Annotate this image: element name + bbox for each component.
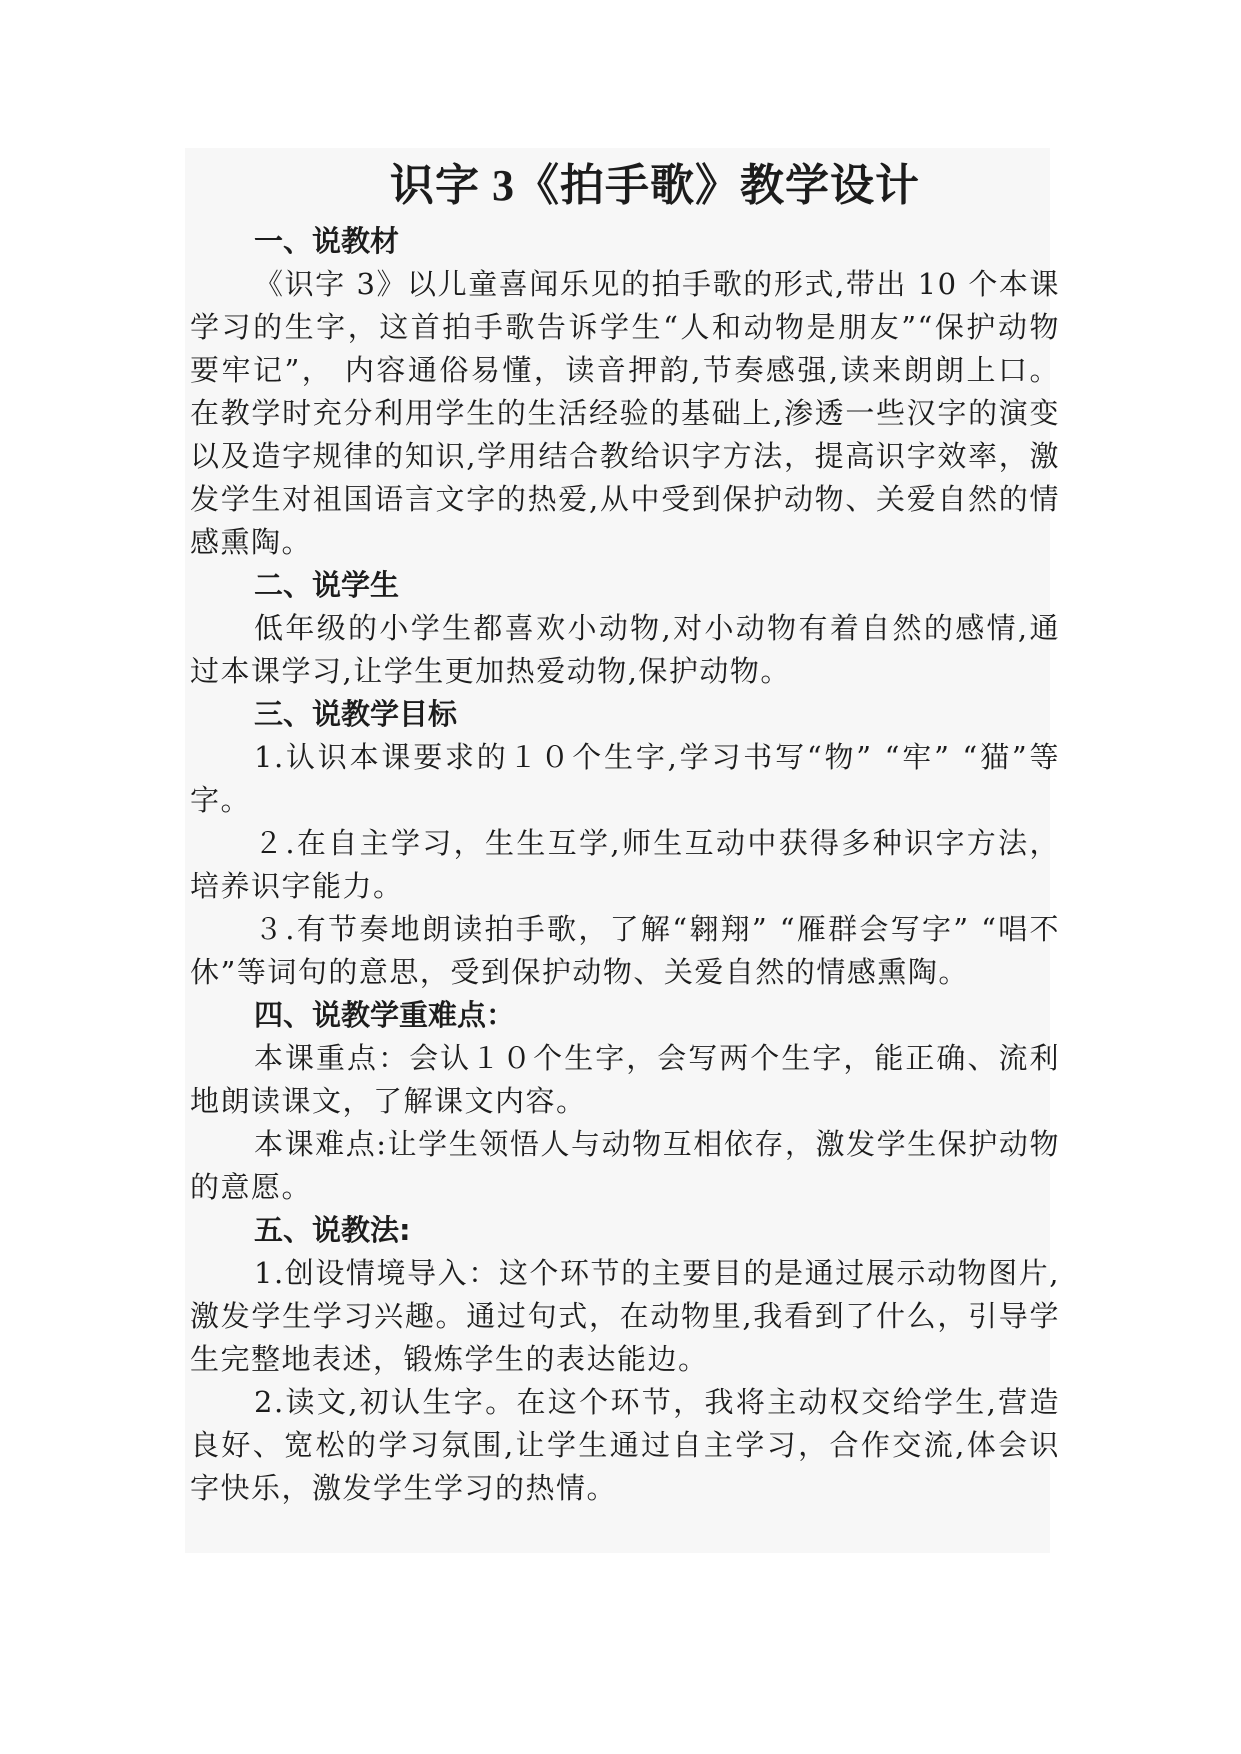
section-textbook (190, 220, 1060, 564)
section-methods (190, 1209, 1060, 1510)
paragraph: 1.创设情境导入：这个环节的主要目的是通过展示动物图片,激发学生学习兴趣。通过句式，在动物里,我看到了什么，引导学生完整地表述，锻炼学生的表达能边。 (190, 1256, 1060, 1376)
section-heading: 一、说教材 (254, 224, 400, 258)
document-title: 识字 3《拍手歌》教学设计 (390, 161, 920, 210)
section-goals (190, 693, 1060, 994)
paragraph: ３.有节奏地朗读拍手歌，了解“翱翔” “雁群会写字” “唱不休”等词句的意思，受到保护动物、关爱自然的情感熏陶。 (190, 912, 1060, 989)
section-heading: 四、说教学重难点： (254, 998, 516, 1032)
section-key-points (190, 994, 1060, 1209)
paragraph: 低年级的小学生都喜欢小动物,对小动物有着自然的感情,通过本课学习,让学生更加热爱动物,保护动物。 (190, 611, 1060, 688)
paragraph: 《识字 3》以儿童喜闻乐见的拍手歌的形式,带出 10 个本课学习的生字，这首拍手歌告诉学生“人和动物是朋友”“保护动物要牢记”， 内容通俗易懂，读音押韵,节奏感强,读来朗朗上口。在教学时充分利用学生的生活经验的基础上,渗透一些汉字的演变以及造字规律的知识,学用结合教给识字方法，提高识字效率，激发学生对祖国语言文字的热爱,从中受到保护动物、关爱自然的情感熏陶。 (190, 267, 1060, 559)
paragraph: 本课重点：会认１０个生字，会写两个生字，能正确、流利地朗读课文，了解课文内容。 (190, 1041, 1060, 1118)
paragraph: 本课难点:让学生领悟人与动物互相依存，激发学生保护动物的意愿。 (190, 1127, 1060, 1204)
paragraph: ２.在自主学习，生生互学,师生互动中获得多种识字方法，培养识字能力。 (190, 826, 1060, 903)
section-heading: 三、说教学目标 (254, 697, 458, 731)
document-body (190, 152, 1060, 1510)
paragraph: 1.认识本课要求的１０个生字,学习书写“物” “牢” “猫”等字。 (190, 740, 1060, 817)
section-heading: 五、说教法: (254, 1213, 411, 1247)
paragraph: 2.读文,初认生字。在这个环节，我将主动权交给学生,营造良好、宽松的学习氛围,让学生通过自主学习，合作交流,体会识字快乐，激发学生学习的热情。 (190, 1385, 1060, 1505)
section-students (190, 564, 1060, 693)
section-heading: 二、说学生 (254, 568, 400, 602)
